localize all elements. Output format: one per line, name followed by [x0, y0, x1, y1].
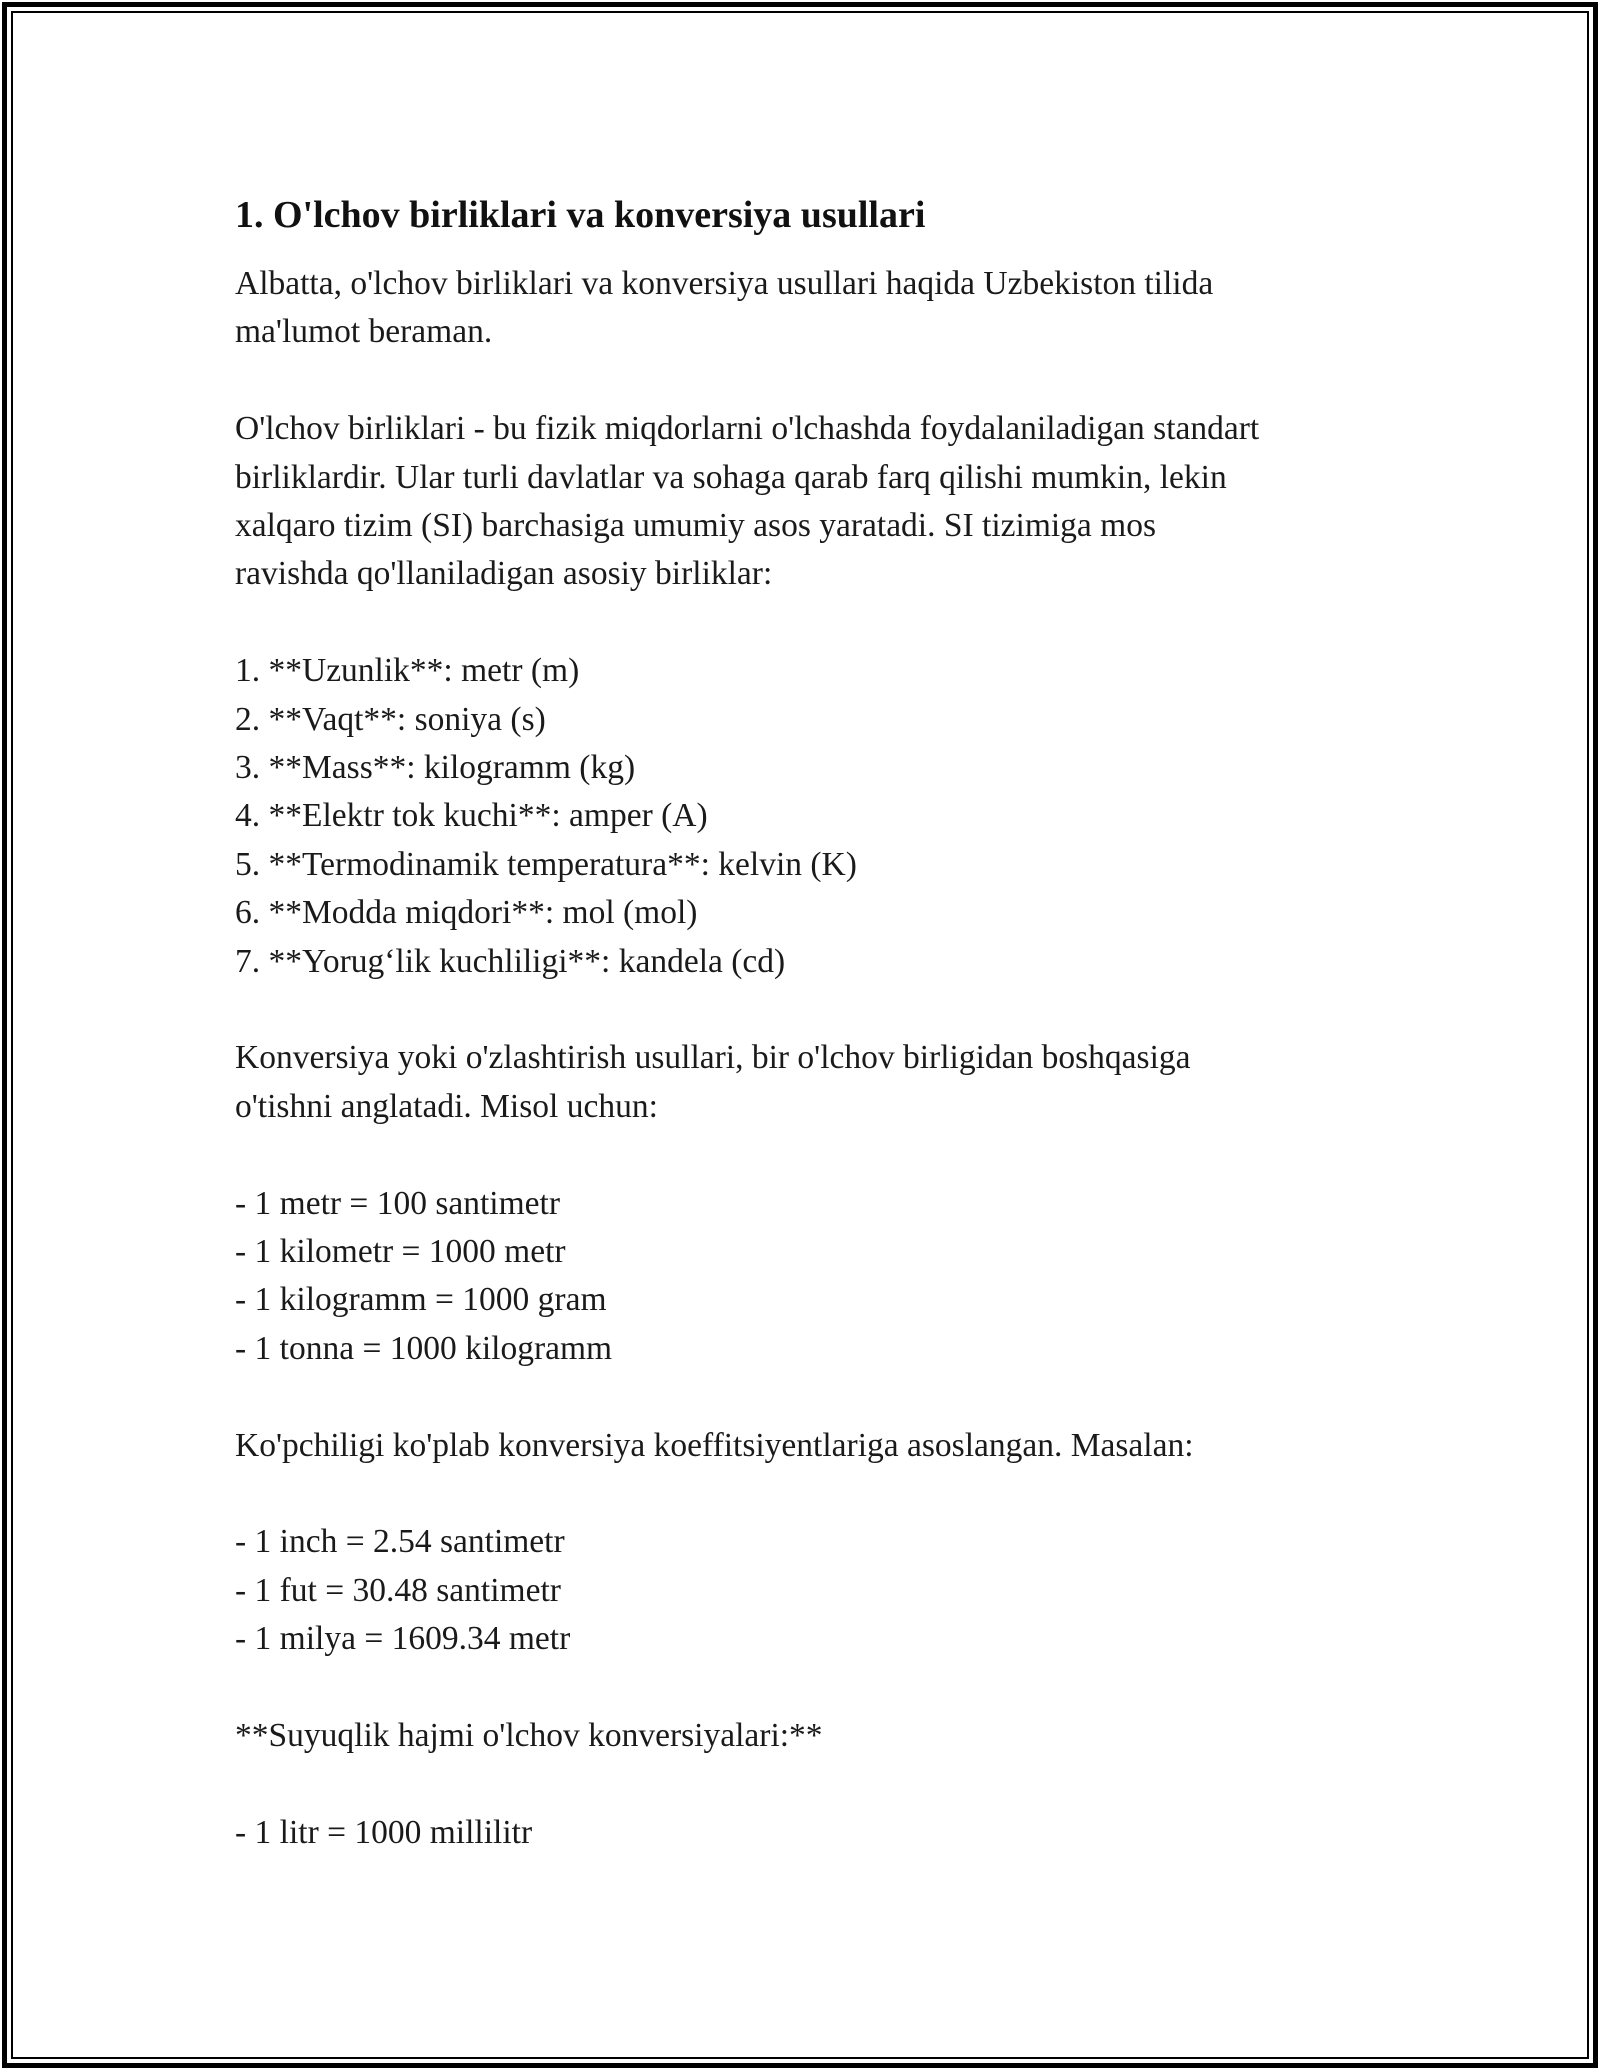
- liquid-heading: **Suyuqlik hajmi o'lchov konversiyalari:**: [235, 1717, 823, 1755]
- list-item: 3. **Mass**: kilogramm (kg): [235, 749, 636, 787]
- document-body: [235, 188, 1385, 1857]
- conversion-intro-line: o'tishni anglatadi. Misol uchun:: [235, 1087, 658, 1125]
- conversion-examples-list: [235, 1180, 1385, 1374]
- definition-line: ravishda qo'llaniladigan asosiy birliklar:: [235, 555, 773, 593]
- paragraph-gap: [235, 1470, 1385, 1518]
- list-item: - 1 litr = 1000 millilitr: [235, 1813, 533, 1851]
- list-item: 1. **Uzunlik**: metr (m): [235, 652, 580, 690]
- paragraph-gap: [235, 1131, 1385, 1179]
- list-item: 7. **Yorug‘lik kuchliligi**: kandela (cd): [235, 942, 786, 980]
- conversion-intro-line: Konversiya yoki o'zlashtirish usullari, bir o'lchov birligidan boshqasiga: [235, 1039, 1191, 1077]
- intro-paragraph: [235, 260, 1385, 357]
- list-item: - 1 metr = 100 santimetr: [235, 1184, 560, 1222]
- list-item: - 1 kilometr = 1000 metr: [235, 1233, 566, 1271]
- definition-line: birliklardir. Ular turli davlatlar va sohaga qarab farq qilishi mumkin, lekin: [235, 458, 1227, 496]
- list-item: 6. **Modda miqdori**: mol (mol): [235, 894, 698, 932]
- paragraph-gap: [235, 1760, 1385, 1808]
- definition-line: xalqaro tizim (SI) barchasiga umumiy asos yaratadi. SI tizimiga mos: [235, 507, 1157, 545]
- coefficients-intro: Ko'pchiligi ko'plab konversiya koeffitsiyentlariga asoslangan. Masalan:: [235, 1426, 1194, 1464]
- paragraph-gap: [235, 986, 1385, 1034]
- coefficient-examples-list: [235, 1518, 1385, 1663]
- list-item: 2. **Vaqt**: soniya (s): [235, 700, 546, 738]
- list-item: 5. **Termodinamik temperatura**: kelvin (K): [235, 845, 857, 883]
- conversion-intro-paragraph: [235, 1034, 1385, 1131]
- list-item: - 1 tonna = 1000 kilogramm: [235, 1329, 613, 1367]
- document-title: 1. O'lchov birliklari va konversiya usullari: [235, 194, 926, 236]
- paragraph-gap: [235, 599, 1385, 647]
- list-item: - 1 fut = 30.48 santimetr: [235, 1571, 561, 1609]
- list-item: - 1 inch = 2.54 santimetr: [235, 1523, 565, 1561]
- paragraph-gap: [235, 1664, 1385, 1712]
- list-item: 4. **Elektr tok kuchi**: amper (A): [235, 797, 708, 835]
- definition-paragraph: [235, 405, 1385, 599]
- si-units-list: [235, 647, 1385, 986]
- paragraph-gap: [235, 1373, 1385, 1421]
- liquid-examples-list: [235, 1809, 1385, 1857]
- paragraph-gap: [235, 357, 1385, 405]
- definition-line: O'lchov birliklari - bu fizik miqdorlarni o'lchashda foydalaniladigan standart: [235, 410, 1260, 448]
- list-item: - 1 kilogramm = 1000 gram: [235, 1281, 607, 1319]
- intro-line: Albatta, o'lchov birliklari va konversiya usullari haqida Uzbekiston tilida: [235, 265, 1214, 302]
- intro-line: ma'lumot beraman.: [235, 313, 493, 351]
- list-item: - 1 milya = 1609.34 metr: [235, 1620, 571, 1658]
